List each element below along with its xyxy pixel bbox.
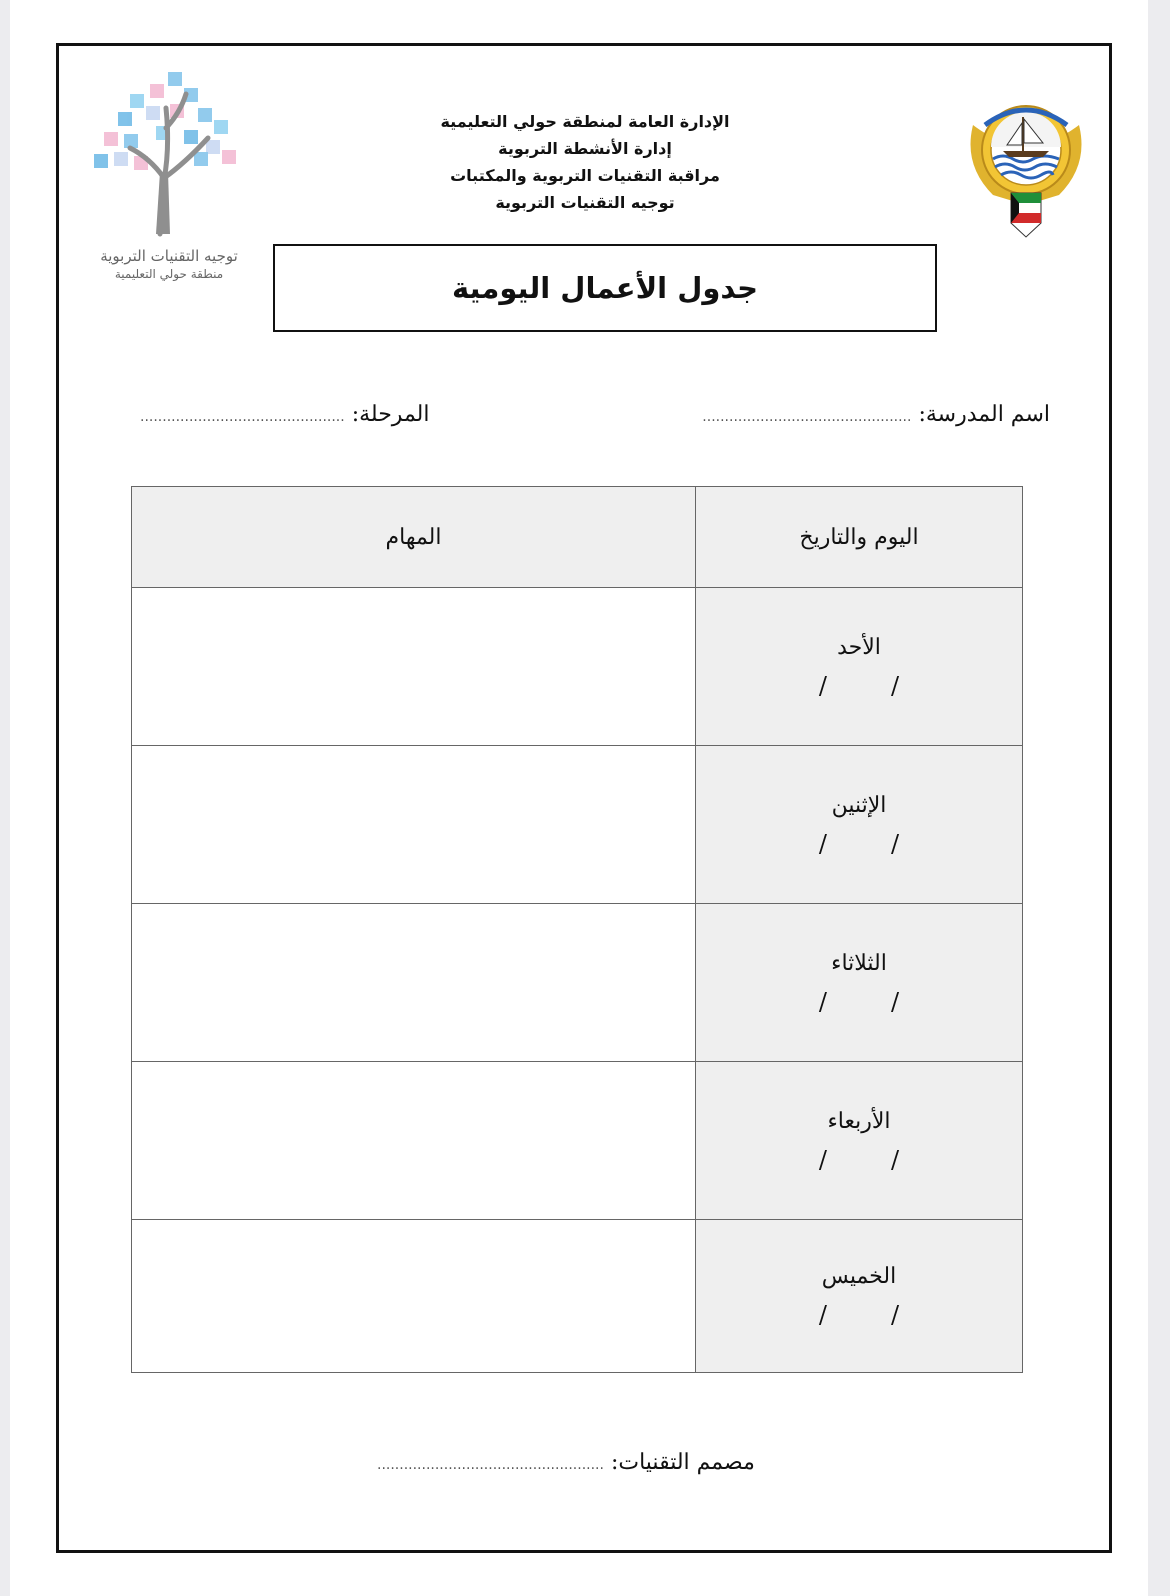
- task-cell[interactable]: [132, 1220, 696, 1373]
- header-lines: [420, 108, 750, 216]
- school-name-label: اسم المدرسة:: [918, 402, 1050, 427]
- document-title-text: جدول الأعمال اليومية: [451, 271, 759, 305]
- table-row: [132, 588, 1023, 746]
- document-title: [273, 244, 937, 332]
- stage-field: [140, 402, 429, 427]
- date-placeholder: / /: [818, 829, 900, 858]
- day-cell: [696, 746, 1023, 904]
- day-name: الإثنين: [831, 792, 887, 818]
- header-line-2: إدارة الأنشطة التربوية: [498, 139, 672, 158]
- header-line-1: الإدارة العامة لمنطقة حولي التعليمية: [440, 112, 730, 131]
- day-cell: [696, 1062, 1023, 1220]
- date-placeholder: / /: [818, 987, 900, 1016]
- logo-caption: [96, 246, 242, 282]
- table-header-row: [132, 487, 1023, 588]
- designer-label: مصمم التقنيات:: [610, 1450, 755, 1475]
- schedule-table: [131, 486, 1023, 1373]
- day-cell: [696, 904, 1023, 1062]
- date-placeholder: / /: [818, 1301, 900, 1329]
- day-date-header: اليوم والتاريخ: [696, 487, 1023, 588]
- designer-blank: ...................................................: [377, 1457, 604, 1473]
- day-name: الثلاثاء: [831, 950, 887, 976]
- school-name-blank: ...............................................: [702, 409, 912, 425]
- task-cell[interactable]: [132, 588, 696, 746]
- day-name: الأحد: [837, 634, 881, 660]
- day-cell: [696, 588, 1023, 746]
- date-placeholder: / /: [818, 1145, 900, 1174]
- header-line-4: توجيه التقنيات التربوية: [495, 193, 675, 212]
- table-row: [132, 1220, 1023, 1373]
- stage-label: المرحلة:: [351, 402, 430, 427]
- logo-caption-line1: توجيه التقنيات التربوية: [100, 247, 238, 265]
- school-name-field: [702, 402, 1050, 427]
- table-row: [132, 1062, 1023, 1220]
- table-row: [132, 904, 1023, 1062]
- logo-caption-line2: منطقة حولي التعليمية: [114, 267, 224, 281]
- task-cell[interactable]: [132, 1062, 696, 1220]
- date-placeholder: / /: [818, 671, 900, 700]
- day-cell: [696, 1220, 1023, 1373]
- stage-blank: ..............................................: [140, 409, 345, 425]
- task-cell[interactable]: [132, 904, 696, 1062]
- task-cell[interactable]: [132, 746, 696, 904]
- day-name: الخميس: [821, 1264, 897, 1289]
- designer-field: [377, 1450, 755, 1475]
- header-line-3: مراقبة التقنيات التربوية والمكتبات: [450, 166, 720, 185]
- kuwait-emblem-icon: [963, 95, 1089, 240]
- page-edge-right: [1148, 0, 1170, 1596]
- tree-logo-icon: [90, 68, 242, 238]
- tasks-header: المهام: [132, 487, 696, 588]
- day-name: الأربعاء: [827, 1108, 891, 1134]
- page-edge-left: [0, 0, 10, 1596]
- table-row: [132, 746, 1023, 904]
